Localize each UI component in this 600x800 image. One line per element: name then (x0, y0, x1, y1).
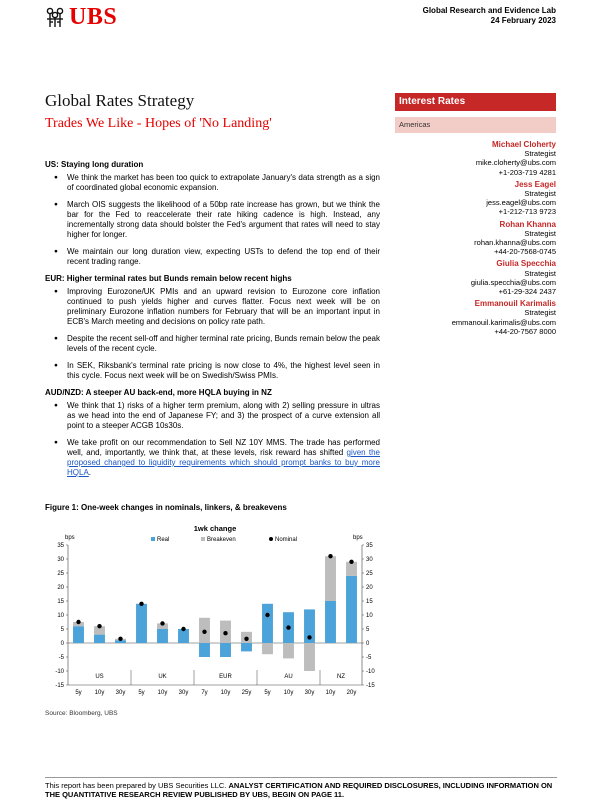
y-tick-right: 0 (366, 641, 370, 647)
contact-email[interactable]: jess.eagel@ubs.com (486, 198, 556, 208)
y-tick-right: -10 (366, 669, 375, 675)
contact-role: Strategist (524, 308, 556, 318)
bar-real (73, 626, 84, 643)
contact-name: Jess Eagel (514, 179, 556, 189)
legend-swatch-real (151, 537, 155, 541)
report-header (423, 6, 556, 26)
y-tick-left: -10 (55, 669, 64, 675)
y-axis-left-label: bps (65, 535, 75, 541)
bar-real (346, 576, 357, 643)
y-tick-right: 25 (366, 571, 373, 577)
region-label: Americas (395, 117, 556, 133)
contact-name: Giulia Specchia (496, 259, 556, 269)
x-tick-label: 5y (138, 690, 145, 696)
contact-phone: +44-20-7568-0745 (494, 247, 556, 257)
contact-role: Strategist (524, 268, 556, 278)
x-tick-label: 30y (178, 690, 189, 696)
nominal-marker (160, 621, 164, 625)
contact-email[interactable]: giulia.specchia@ubs.com (470, 277, 556, 287)
bullet-text: We take profit on our recommendation to Sell NZ 10Y MMS. The trade has performed well, and, importantly, we think that, at these levels, risk reward has shifted (67, 438, 380, 457)
x-tick-label: 10y (283, 690, 294, 696)
x-tick-label: 5y (75, 690, 82, 696)
y-tick-left: 10 (57, 613, 64, 619)
contact-phone: +61-29-324 2437 (498, 287, 556, 297)
group-label: US (95, 674, 104, 680)
contact (395, 180, 556, 217)
hqla-link[interactable]: given the proposed changed to liquidity requirements which should prompt banks to buy more HQLA (67, 448, 380, 477)
x-tick-label: 10y (157, 690, 168, 696)
bullet-item: ● Improving Eurozone/UK PMIs and an upward revision to Eurozone core inflation continued to push yields higher and curves flatter. Focus next week will be on preliminary Eurozone inflation numbers for February that will be an important input in ECB's March meeting and decisions on policy rate path. (45, 287, 380, 327)
y-tick-right: 15 (366, 599, 373, 605)
nominal-marker (97, 624, 101, 628)
contact (395, 140, 556, 177)
x-tick-label: 30y (115, 690, 126, 696)
bullet-item: ● We maintain our long duration view, expecting USTs to defend the top end of their recent trading range. (45, 247, 380, 267)
nominal-marker (349, 560, 353, 564)
y-tick-right: -15 (366, 683, 375, 689)
bar-real (241, 643, 252, 651)
section-heading: US: Staying long duration (45, 160, 144, 169)
bar-real (94, 635, 105, 643)
nominal-marker (307, 635, 311, 639)
page-title: Global Rates Strategy (45, 91, 195, 110)
contact-email[interactable]: mike.cloherty@ubs.com (475, 158, 556, 168)
bar-real (199, 643, 210, 657)
y-tick-left: 0 (60, 641, 64, 647)
contact-email[interactable]: rohan.khanna@ubs.com (474, 238, 556, 248)
department: Global Research and Evidence Lab (422, 6, 556, 15)
group-label: AU (284, 674, 293, 680)
contact (395, 299, 556, 336)
legend-label: Breakeven (207, 537, 236, 543)
bar-real (220, 643, 231, 657)
brand-name: UBS (69, 4, 118, 30)
group-label: EUR (219, 674, 232, 680)
keys-icon (45, 7, 65, 29)
footer-divider (45, 777, 557, 778)
footer-disclosure (45, 781, 565, 799)
legend-marker-nominal (269, 537, 273, 541)
x-tick-label: 5y (264, 690, 271, 696)
bullet-item: ● We think that 1) risks of a higher term premium, along with 2) selling pressure in ultras as we head into the end of Japanese FY; and 3) the prospect of a curve extension all point to a steeper ACGB 10s30s. (45, 401, 380, 431)
figure-source: Source: Bloomberg, UBS (45, 710, 118, 717)
bar-chart (45, 520, 385, 706)
y-tick-left: 30 (57, 557, 64, 563)
y-tick-right: -5 (366, 655, 372, 661)
y-tick-left: 15 (57, 599, 64, 605)
y-tick-right: 10 (366, 613, 373, 619)
contact-role: Strategist (524, 189, 556, 199)
x-tick-label: 10y (94, 690, 105, 696)
x-tick-label: 25y (241, 690, 252, 696)
y-tick-left: 35 (57, 543, 64, 549)
chart-container (45, 520, 385, 706)
page-subtitle: Trades We Like - Hopes of 'No Landing' (45, 116, 272, 131)
figure-title: Figure 1: One-week changes in nominals, linkers, & breakevens (45, 503, 287, 512)
legend-label: Nominal (275, 537, 298, 543)
nominal-marker (118, 637, 122, 641)
bullet-item: ● Despite the recent sell-off and higher terminal rate pricing, Bunds remain below the peak levels of the recent cycle. (45, 334, 380, 354)
contact (395, 220, 556, 257)
contact-list (395, 140, 556, 339)
nominal-marker (328, 554, 332, 558)
ubs-logo (45, 4, 117, 31)
contact-name: Rohan Khanna (499, 219, 556, 229)
bullet-item: ● We think the market has been too quick to extrapolate January's data strength as a sign of coordinated global economic expansion. (45, 173, 380, 193)
bullet-item: ● March OIS suggests the likelihood of a 50bp rate increase has grown, but we think the bar for the Fed to reaccelerate their rate hiking cadence is high. Instead, any incrementally strong data should bolster the Fed's argument that rates will need to stay higher for longer. (45, 200, 380, 240)
y-tick-left: 25 (57, 571, 64, 577)
contact-name: Emmanouil Karimalis (474, 299, 556, 309)
nominal-marker (139, 602, 143, 606)
bar-real (136, 604, 147, 643)
section-heading: AUD/NZD: A steeper AU back-end, more HQLA buying in NZ (45, 388, 272, 397)
nominal-marker (181, 627, 185, 631)
footer-text: This report has been prepared by UBS Securities LLC. (45, 781, 227, 790)
x-tick-label: 7y (201, 690, 208, 696)
footer-bold: ANALYST CERTIFICATION AND REQUIRED DISCLOSURES, INCLUDING INFORMATION ON THE QUANTITATIVE RESEARCH REVIEW PUBLISHED BY UBS, BEGIN ON PAGE 11. (45, 781, 553, 799)
group-label: NZ (337, 674, 345, 680)
contact (395, 259, 556, 296)
bar-real (157, 629, 168, 643)
x-tick-label: 20y (346, 690, 357, 696)
contact-role: Strategist (524, 228, 556, 238)
contact-phone: +1-203-719 4281 (498, 167, 556, 177)
chart-title: 1wk change (193, 524, 237, 533)
y-tick-left: 20 (57, 585, 64, 591)
legend-label: Real (157, 537, 170, 543)
legend-swatch-breakeven (201, 537, 205, 541)
y-tick-right: 35 (366, 543, 373, 549)
y-tick-left: 5 (60, 627, 64, 633)
report-date: 24 February 2023 (490, 16, 556, 25)
nominal-marker (223, 631, 227, 635)
contact-phone: +44-20-7567 8000 (494, 326, 556, 336)
y-axis-right-label: bps (353, 535, 363, 541)
section-heading: EUR: Higher terminal rates but Bunds remain below recent highs (45, 274, 292, 283)
contact-phone: +1-212-713 9723 (498, 207, 556, 217)
contact-role: Strategist (524, 149, 556, 159)
x-tick-label: 10y (220, 690, 231, 696)
group-label: UK (158, 674, 167, 680)
y-tick-left: -5 (58, 655, 64, 661)
nominal-marker (202, 630, 206, 634)
bar-breakeven (262, 643, 273, 654)
y-tick-right: 5 (366, 627, 370, 633)
nominal-marker (76, 620, 80, 624)
nominal-marker (265, 613, 269, 617)
x-tick-label: 10y (325, 690, 336, 696)
nominal-marker (286, 625, 290, 629)
bar-real (262, 604, 273, 643)
y-tick-left: -15 (55, 683, 64, 689)
y-tick-right: 20 (366, 585, 373, 591)
contact-email[interactable]: emmanouil.karimalis@ubs.com (451, 317, 556, 327)
bar-breakeven (325, 556, 336, 601)
bullet-tail: . (88, 468, 92, 477)
nominal-marker (244, 637, 248, 641)
section-badge: Interest Rates (395, 93, 556, 111)
bullet-item (45, 438, 380, 478)
contact-name: Michael Cloherty (491, 140, 556, 149)
y-tick-right: 30 (366, 557, 373, 563)
report-body (45, 160, 380, 485)
bar-breakeven (283, 643, 294, 658)
x-tick-label: 30y (304, 690, 315, 696)
bullet-item: ● In SEK, Riksbank's terminal rate pricing is now close to 4%, the highest level seen in this cycle. Focus next week will be on Swedish/Swiss PMIs. (45, 361, 380, 381)
bar-real (325, 601, 336, 643)
bar-breakeven (304, 643, 315, 671)
